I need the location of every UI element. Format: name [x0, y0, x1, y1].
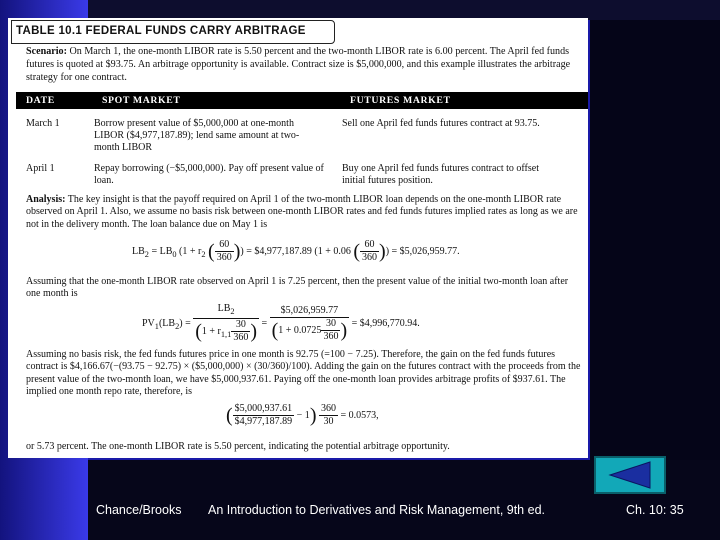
background-right-panel	[590, 20, 720, 460]
row2-futures: Buy one April fed funds futures contract to offset initial futures position.	[342, 163, 539, 186]
row2-spot: Repay borrowing (−$5,000,000). Pay off present value of loan.	[94, 163, 324, 186]
scenario-paragraph	[26, 45, 581, 84]
analysis-paragraph	[26, 194, 581, 231]
equation-loan-balance: $LB_2 = LB_0$ ($1 + r_2$ ( $\frac{60}{360}$ )) = $4,977,187.89 (1 + 0.06 ( $\frac{60}{360}$ )) = $5,026,959.77.	[132, 239, 460, 263]
table-header-row	[16, 92, 588, 109]
table-image	[8, 18, 588, 458]
row2-date: April 1	[26, 163, 55, 174]
closing-paragraph: or 5.73 percent. The one-month LIBOR rate is 5.50 percent, indicating the potential arbitrage opportunity.	[26, 441, 450, 452]
triangle-left-icon	[596, 458, 664, 492]
row1-date: March 1	[26, 118, 60, 129]
analysis-text: The key insight is that the payoff required on April 1 of the two-month LIBOR loan depends on the one-month LIBOR rate observed on April 1. Also, we assume no basis risk between one-month LIBOR rates and fed funds futures implied rates as long as we are not in the delivery month. The loan balance due on May 1 is	[26, 194, 578, 230]
header-spot-market: SPOT MARKET	[102, 95, 181, 106]
row1-spot: Borrow present value of $5,000,000 at one-month LIBOR ($4,977,187.89); lend same amount at two-month LIBOR	[94, 118, 300, 153]
row1-futures: Sell one April fed funds futures contract at 93.75.	[342, 118, 540, 129]
equation-repo-rate: ( $\frac{\$5,000,937.61}{\$4,977,187.89}$ − 1) $\frac{360}{30}$ = 0.0573,	[226, 403, 379, 427]
footer-book-title: An Introduction to Derivatives and Risk Management, 9th ed.	[208, 503, 545, 517]
table-title-box	[11, 20, 335, 44]
back-nav-button[interactable]	[594, 456, 666, 494]
analysis-label: Analysis:	[26, 194, 66, 205]
scenario-text: On March 1, the one-month LIBOR rate is 5.50 percent and the two-month LIBOR rate is 6.00 percent. The April fed funds futures is quoted at $93.75. An arbitrage opportunity is available. Contract size is $5,000,000, and this example illustrates the arbitrage strategy for one contract.	[26, 46, 571, 83]
header-date: DATE	[26, 95, 55, 106]
present-value-paragraph: Assuming that the one-month LIBOR rate observed on April 1 is 7.25 percent, then the present value of the initial two-month loan after one month is	[26, 276, 569, 300]
header-futures-market: FUTURES MARKET	[350, 95, 451, 106]
background-top-band	[88, 0, 720, 20]
footer-page-number: Ch. 10: 35	[626, 503, 684, 517]
equation-present-value: $PV_1(LB_2)$ = $LB_2$ ($1 + r_{1,1}$ $\frac{30}{360}$ ) = $5,026,959.77 (1 + 0.0725 $\frac{30}{360}$ ) = $4,996,770.94.	[142, 303, 420, 343]
scenario-label: Scenario:	[26, 46, 67, 57]
arbitrage-profit-paragraph: Assuming no basis risk, the fed funds futures price in one month is 92.75 (=100 − 7.25). Therefore, the gain on the fed funds futures contract is $4,166.67(−(93.75 − 92.75) × ($5,000,000) × (30/360)/100). Adding the gain on the futures contract with the proceeds from the present value of the two-month loan, we have $5,000,937.61. Paying off the one-month loan provides arbitrage profits of $937.61. The implied one month repo rate, therefore, is	[26, 349, 581, 397]
table-title: TABLE 10.1 FEDERAL FUNDS CARRY ARBITRAGE	[16, 25, 306, 37]
footer-author: Chance/Brooks	[96, 503, 182, 517]
